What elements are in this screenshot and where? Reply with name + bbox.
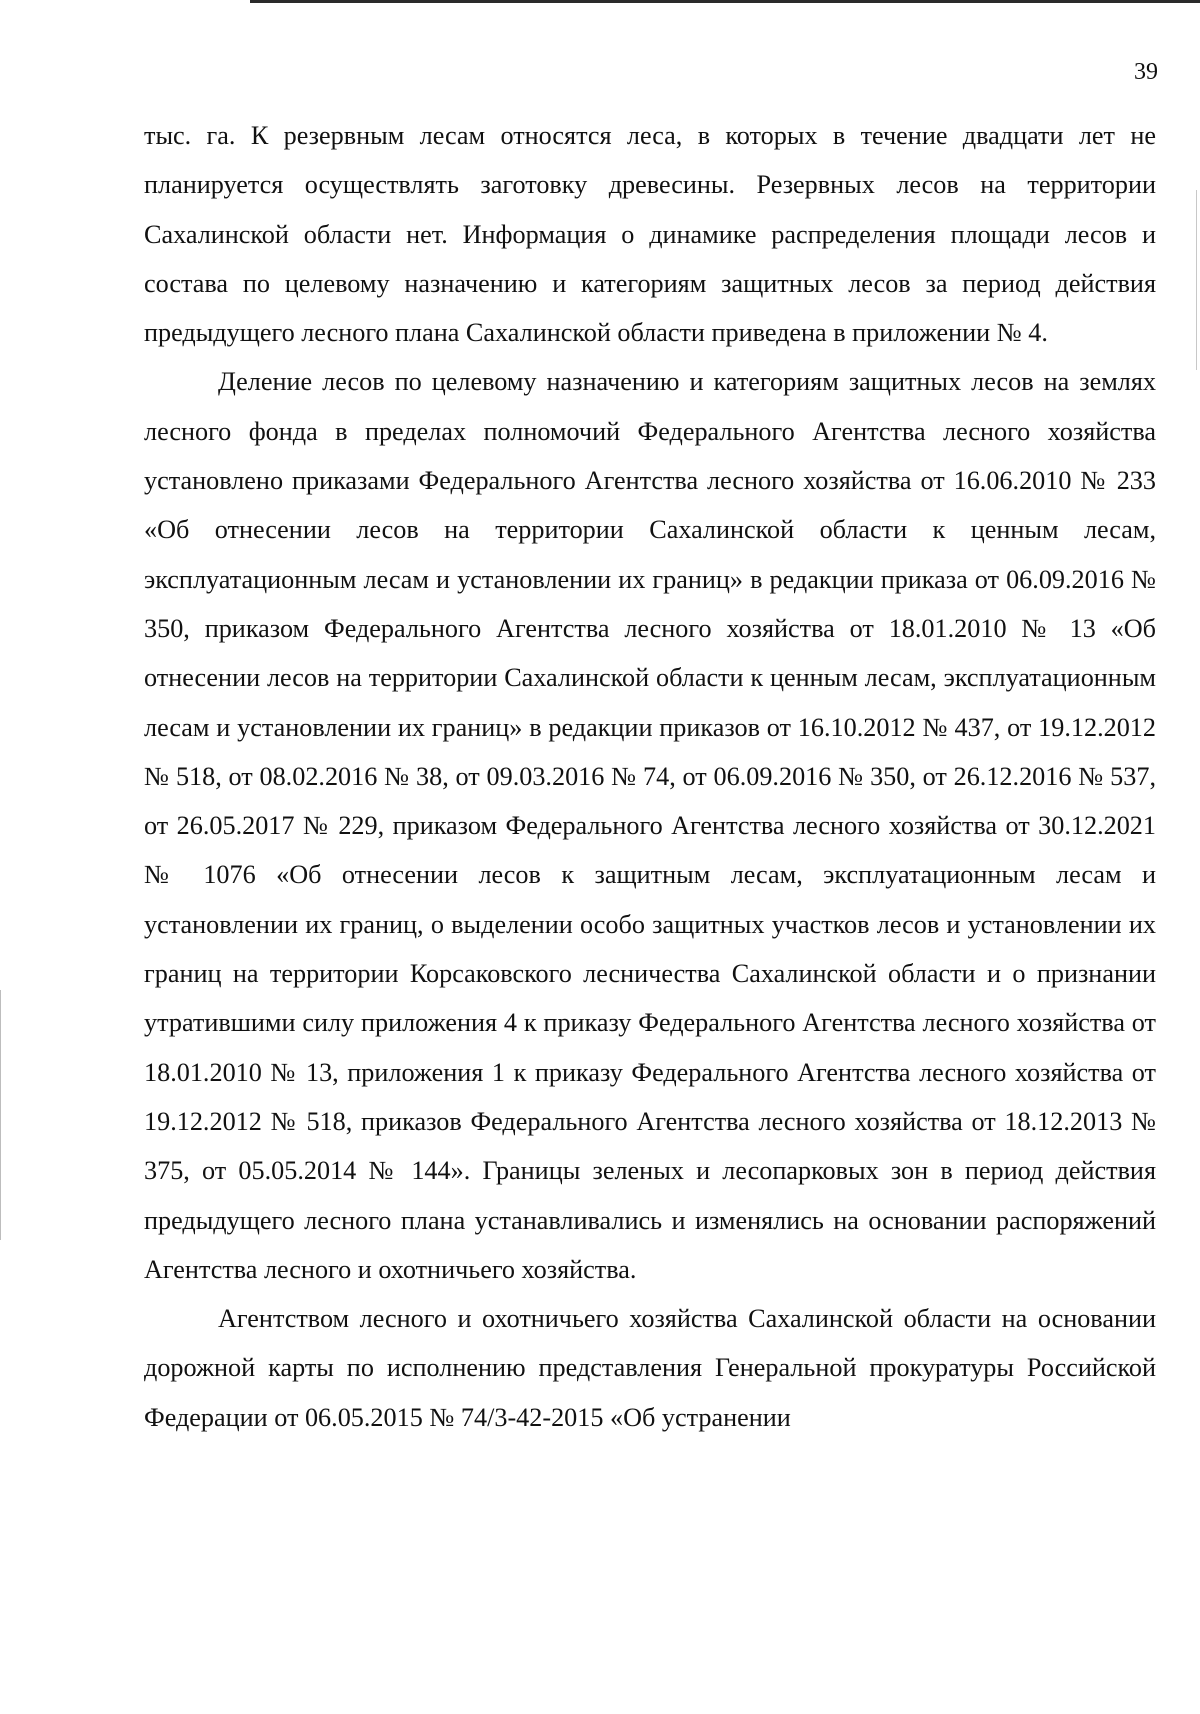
document-body: [144, 111, 1156, 1442]
paragraph-1: тыс. га. К резервным лесам относятся леса, в которых в течение двадцати лет не планируется осуществлять заготовку древесины. Резервных лесов на территории Сахалинской области нет. Информация о динамике распределения площади лесов и состава по целевому назначению и категориям защитных лесов за период действия предыдущего лесного плана Сахалинской области приведена в приложении № 4.: [144, 121, 1156, 348]
paragraph-2: Деление лесов по целевому назначению и категориям защитных лесов на землях лесного фонда в пределах полномочий Федерального Агентства лесного хозяйства установлено приказами Федерального Агентства лесного хозяйства от 16.06.2010 № 233 «Об отнесении лесов на территории Сахалинской области к ценным лесам, эксплуатационным лесам и установлении их границ» в редакции приказа от 06.09.2016 № 350, приказом Федерального Агентства лесного хозяйства от 18.01.2010 № 13 «Об отнесении лесов на территории Сахалинской области к ценным лесам, эксплуатационным лесам и установлении их границ» в редакции приказов от 16.10.2012 № 437, от 19.12.2012 № 518, от 08.02.2016 № 38, от 09.03.2016 № 74, от 06.09.2016 № 350, от 26.12.2016 № 537, от 26.05.2017 № 229, приказом Федерального Агентства лесного хозяйства от 30.12.2021 № 1076 «Об отнесении лесов к защитным лесам, эксплуатационным лесам и установлении их границ, о выделении особо защитных участков лесов и установлении их границ на территории Корсаковского лесничества Сахалинской области и о признании утратившими силу приложения 4 к приказу Федерального Агентства лесного хозяйства от 18.01.2010 № 13, приложения 1 к приказу Федерального Агентства лесного хозяйства от 19.12.2012 № 518, приказов Федерального Агентства лесного хозяйства от 18.12.2013 № 375, от 05.05.2014 № 144». Границы зеленых и лесопарковых зон в период действия предыдущего лесного плана устанавливались и изменялись на основании распоряжений Агентства лесного и охотничьего хозяйства.: [144, 367, 1156, 1284]
scan-border-top: [250, 0, 1200, 3]
scan-border-left: [0, 990, 1, 1240]
page-number: 39: [1134, 59, 1158, 85]
scan-border-right: [1196, 190, 1197, 370]
paragraph-3: Агентством лесного и охотничьего хозяйства Сахалинской области на основании дорожной карты по исполнению представления Генеральной прокуратуры Российской Федерации от 06.05.2015 № 74/3-42-2015 «Об устранении: [144, 1304, 1156, 1432]
